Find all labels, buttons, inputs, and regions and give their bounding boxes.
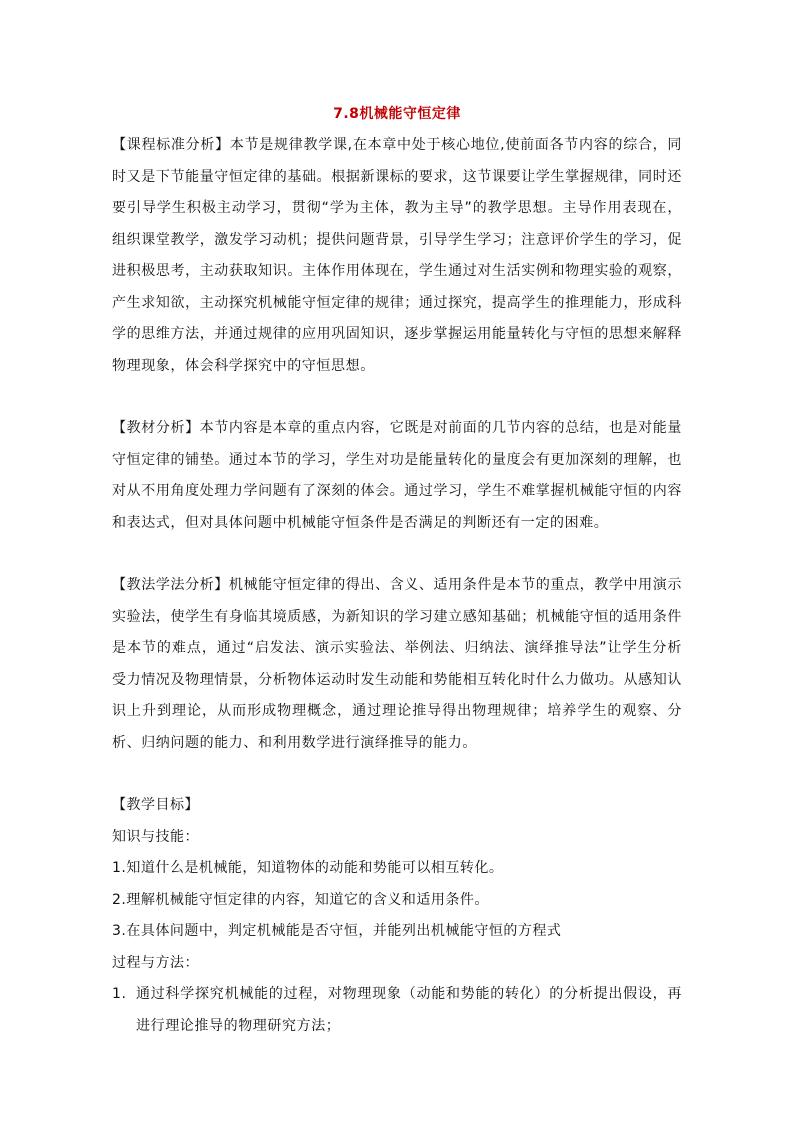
spacer: [112, 759, 682, 790]
spacer: [112, 539, 682, 570]
textbook-analysis-paragraph: [112, 413, 682, 539]
knowledge-item: 3.在具体问题中，判定机械能是否守恒，并能列出机械能守恒的方程式: [112, 923, 562, 939]
curriculum-analysis-paragraph: [112, 130, 682, 382]
methods-analysis-text: 机械能守恒定律的得出、含义、适用条件是本节的重点，教学中用演示实验法，使学生有身临其境质感，为新知识的学习建立感知基础；机械能守恒的适用条件是本节的难点，通过“启发法、演示实验法、举例法、归纳法、演绎推导法”让学生分析受力情况及物理情景，分析物体运动时发生动能和势能相互转化时什么力做功。从感知认识上升到理论，从而形成物理概念，通过理论推导得出物理规律；培养学生的观察、分析、归纳问题的能力、和利用数学进行演绎推导的能力。: [112, 577, 682, 751]
process-methods-label: 过程与方法：: [112, 954, 199, 971]
teaching-goals-heading: 【教学目标】: [112, 797, 199, 813]
textbook-analysis-heading: 【教材分析】: [112, 420, 200, 436]
methods-analysis-heading: 【教法学法分析】: [112, 577, 229, 593]
document-title: 7.8机械能守恒定律: [333, 106, 461, 122]
knowledge-item: 1.知道什么是机械能，知道物体的动能和势能可以相互转化。: [112, 860, 504, 876]
textbook-analysis-text: 本节内容是本章的重点内容，它既是对前面的几节内容的总结，也是对能量守恒定律的铺垫。通过本节的学习，学生对功是能量转化的量度会有更加深刻的理解，也对从不用角度处理力学问题有了深刻的体会。通过学习，学生不难掌握机械能守恒的内容和表达式，但对具体问题中机械能守恒条件是否满足的判断还有一定的困难。: [112, 420, 682, 531]
knowledge-skills-label: 知识与技能：: [112, 828, 199, 845]
spacer: [112, 382, 682, 413]
process-item: [112, 979, 682, 1042]
knowledge-item: 2.理解机械能守恒定律的内容，知道它的含义和适用条件。: [112, 891, 489, 908]
process-item-number: 1.: [112, 986, 127, 1002]
document-page: [112, 100, 682, 1042]
process-item-text: 通过科学探究机械能的过程，对物理现象（动能和势能的转化）的分析提出假设，再进行理论推导的物理研究方法；: [136, 986, 682, 1034]
curriculum-analysis-heading: 【课程标准分析】: [112, 137, 230, 153]
curriculum-analysis-text: 本节是规律教学课,在本章中处于核心地位,使前面各节内容的综合，同时又是下节能量守恒定律的基础。根据新课标的要求，这节课要让学生掌握规律，同时还要引导学生积极主动学习，贯彻“学为主体，教为主导”的教学思想。主导作用表现在，组织课堂教学，激发学习动机；提供问题背景，引导学生学习；注意评价学生的学习，促进积极思考，主动获取知识。主体作用体现在，学生通过对生活实例和物理实验的观察，产生求知欲，主动探究机械能守恒定律的规律；通过探究，提高学生的推理能力，形成科学的思维方法，并通过规律的应用巩固知识，逐步掌握运用能量转化与守恒的思想来解释物理现象，体会科学探究中的守恒思想。: [112, 137, 682, 374]
methods-analysis-paragraph: [112, 570, 682, 759]
